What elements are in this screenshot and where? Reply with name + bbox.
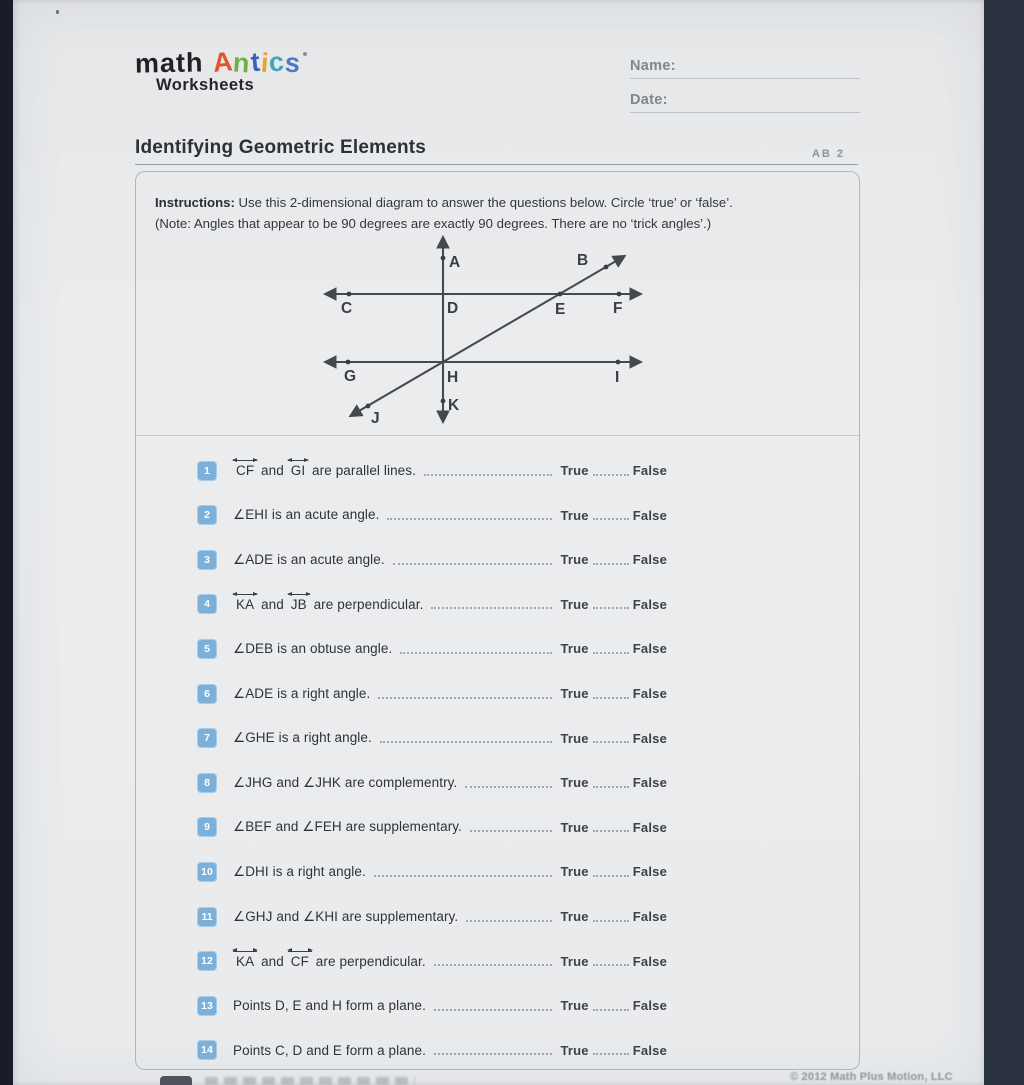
answer-false[interactable]: False [632, 775, 667, 791]
dotted-gap [593, 563, 629, 565]
line-arrow-overbar-icon [288, 594, 310, 595]
answer-true[interactable]: True [560, 463, 589, 478]
name-input-line[interactable] [630, 78, 860, 79]
question-row-6 [197, 683, 667, 704]
line-segment-notation: CF [236, 463, 254, 478]
question-row-7 [197, 728, 667, 749]
question-text: ∠EHI is an acute angle. [233, 507, 380, 523]
point-label-D: D [447, 300, 459, 317]
date-label: Date: [630, 92, 668, 108]
answer-true[interactable]: True [560, 953, 589, 969]
point-label-J: J [371, 410, 380, 427]
antics-letter: i [259, 47, 271, 79]
dotted-gap [593, 1053, 629, 1055]
dotted-leader [434, 1053, 553, 1055]
logo-wordmark [135, 48, 307, 79]
answer-true[interactable]: True [560, 909, 589, 924]
question-number-badge: 3 [197, 550, 217, 570]
answer-false[interactable]: False [632, 864, 667, 880]
point-dot [604, 265, 609, 270]
point-label-K: K [448, 397, 460, 414]
answer-false[interactable]: False [632, 1042, 667, 1058]
photo-left-edge [0, 0, 13, 1085]
line-segment-notation: KA [236, 954, 254, 969]
question-number-badge: 14 [197, 1040, 217, 1060]
answer-false[interactable]: False [632, 552, 667, 568]
question-number-badge: 11 [197, 907, 217, 927]
dotted-leader [470, 830, 552, 832]
answer-false[interactable]: False [632, 686, 667, 701]
question-row-11 [197, 906, 667, 927]
line-arrow-overbar-icon [233, 594, 257, 595]
dotted-gap [593, 474, 629, 476]
answer-true[interactable]: True [560, 507, 589, 523]
answer-false[interactable]: False [632, 596, 667, 612]
dotted-leader [434, 1009, 553, 1011]
point-dot [616, 360, 621, 365]
dotted-leader [434, 964, 553, 966]
question-row-5 [197, 638, 667, 659]
antics-wordmark [213, 48, 302, 78]
question-text: Points C, D and E form a plane. [233, 1042, 426, 1058]
answer-true[interactable]: True [560, 998, 589, 1014]
dotted-gap [593, 518, 629, 520]
dotted-gap [593, 920, 629, 922]
date-field [630, 91, 860, 113]
instructions-line2: (Note: Angles that appear to be 90 degrees are exactly 90 degrees. There are no ‘trick angles’.) [155, 216, 712, 232]
question-row-13 [197, 995, 667, 1016]
question-number-badge: 12 [197, 951, 217, 971]
dotted-gap [593, 607, 629, 609]
dotted-gap [593, 964, 629, 966]
question-row-2 [197, 505, 667, 526]
line-JB-diagonal [352, 257, 623, 415]
question-row-3 [197, 549, 667, 570]
answer-false[interactable]: False [632, 819, 667, 835]
name-field [630, 57, 860, 79]
question-text: KA and JB are perpendicular. [233, 597, 423, 612]
math-antics-logo [135, 48, 307, 95]
instructions-label: Instructions: [155, 195, 235, 211]
question-text: ∠GHE is a right angle. [233, 730, 372, 746]
name-label: Name: [630, 58, 676, 74]
logo-worksheets-text: Worksheets [156, 76, 255, 94]
question-text: ∠ADE is a right angle. [233, 685, 371, 701]
question-row-9 [197, 817, 667, 838]
dotted-leader [400, 652, 552, 654]
answer-true[interactable]: True [560, 686, 589, 701]
question-number-badge: 1 [197, 461, 217, 481]
line-segment-notation: KA [236, 597, 254, 612]
dotted-leader [393, 563, 553, 565]
worksheet-code: AB 2 [811, 148, 845, 160]
answer-true[interactable]: True [560, 552, 589, 568]
question-text: ∠JHG and ∠JHK are complementry. [233, 774, 458, 790]
line-segment-notation: JB [291, 597, 307, 612]
question-text: ∠DEB is an obtuse angle. [233, 640, 393, 656]
dotted-leader [465, 786, 552, 788]
answer-false[interactable]: False [632, 998, 667, 1014]
point-label-E: E [555, 301, 566, 318]
antics-letter: c [267, 46, 287, 78]
answer-true[interactable]: True [560, 596, 589, 612]
question-number-badge: 8 [197, 773, 217, 793]
question-number-badge: 9 [197, 817, 217, 837]
date-input-line[interactable] [630, 112, 860, 113]
section-divider [136, 435, 859, 436]
point-dot [346, 360, 351, 365]
answer-false[interactable]: False [632, 730, 667, 746]
question-text: CF and GI are parallel lines. [233, 463, 416, 478]
dotted-leader [374, 875, 553, 877]
answer-false[interactable]: False [632, 953, 667, 969]
dotted-gap [593, 875, 629, 877]
point-label-I: I [615, 369, 620, 386]
point-label-F: F [613, 300, 623, 317]
question-text: ∠ADE is an acute angle. [233, 551, 385, 567]
answer-true[interactable]: True [560, 775, 589, 791]
dotted-leader [378, 697, 552, 699]
logo-math-text: math [134, 47, 204, 79]
antics-letter: t [249, 46, 262, 78]
point-dot [441, 399, 446, 404]
worksheet-page [13, 0, 984, 1085]
answer-false[interactable]: False [632, 909, 667, 924]
question-row-10 [197, 861, 667, 882]
dotted-gap [593, 786, 629, 788]
question-number-badge: 6 [197, 684, 217, 704]
answer-false[interactable]: False [632, 641, 667, 657]
line-segment-notation: CF [291, 954, 309, 969]
worksheet-content-box [135, 171, 860, 1070]
point-label-H: H [447, 369, 459, 386]
line-arrow-overbar-icon [233, 460, 257, 461]
question-text: ∠DHI is a right angle. [233, 863, 366, 879]
point-label-B: B [577, 252, 589, 269]
question-number-badge: 13 [197, 996, 217, 1016]
question-row-8 [197, 772, 667, 793]
dotted-gap [593, 741, 629, 743]
dotted-gap [593, 830, 629, 832]
dotted-leader [431, 607, 552, 609]
question-number-badge: 7 [197, 728, 217, 748]
point-label-C: C [341, 300, 353, 317]
question-row-4 [197, 594, 667, 615]
question-row-12 [197, 951, 667, 972]
answer-false[interactable]: False [632, 463, 667, 478]
trademark-dot [303, 52, 307, 56]
answer-true[interactable]: True [560, 641, 589, 657]
answer-false[interactable]: False [632, 507, 667, 523]
page-title: Identifying Geometric Elements [135, 137, 427, 158]
point-dot [347, 292, 352, 297]
question-number-badge: 2 [197, 505, 217, 525]
answer-true[interactable]: True [560, 1042, 589, 1058]
dotted-gap [593, 697, 629, 699]
dotted-leader [424, 474, 552, 476]
answer-true[interactable]: True [560, 819, 589, 835]
geometry-diagram [301, 229, 681, 429]
geometry-diagram-svg [301, 229, 681, 429]
question-text: KA and CF are perpendicular. [233, 954, 426, 969]
question-row-1 [197, 460, 667, 481]
antics-letter: A [211, 46, 235, 78]
scan-speck [56, 10, 59, 14]
line-arrow-overbar-icon [233, 951, 257, 952]
question-row-14 [197, 1040, 667, 1061]
title-divider [135, 164, 858, 165]
point-label-A: A [449, 254, 461, 271]
line-arrow-overbar-icon [288, 951, 312, 952]
question-text: Points D, E and H form a plane. [233, 998, 426, 1014]
point-dot [558, 292, 563, 297]
instructions-line1: Use this 2-dimensional diagram to answer the questions below. Circle ‘true’ or ‘false’. [238, 195, 733, 211]
dotted-leader [466, 920, 552, 922]
dotted-leader [380, 741, 553, 743]
question-number-badge: 5 [197, 639, 217, 659]
dotted-gap [593, 1009, 629, 1011]
question-text: ∠GHJ and ∠KHI are supplementary. [233, 908, 459, 924]
answer-true[interactable]: True [560, 730, 589, 746]
question-text: ∠BEF and ∠FEH are supplementary. [233, 819, 462, 835]
point-dot [617, 292, 622, 297]
question-number-badge: 4 [197, 594, 217, 614]
antics-letter: n [232, 47, 252, 79]
line-arrow-overbar-icon [288, 460, 308, 461]
question-number-badge: 10 [197, 862, 217, 882]
antics-letter: s [284, 47, 303, 79]
answer-true[interactable]: True [560, 864, 589, 880]
dotted-leader [387, 518, 552, 520]
point-dot [441, 256, 446, 261]
footer-badge [160, 1076, 192, 1085]
footer-blurred-text [205, 1077, 415, 1085]
point-dot [366, 404, 371, 409]
copyright-text: © 2012 Math Plus Motion, LLC [790, 1071, 953, 1083]
dotted-gap [593, 652, 629, 654]
line-segment-notation: GI [291, 463, 305, 478]
point-label-G: G [344, 368, 357, 385]
